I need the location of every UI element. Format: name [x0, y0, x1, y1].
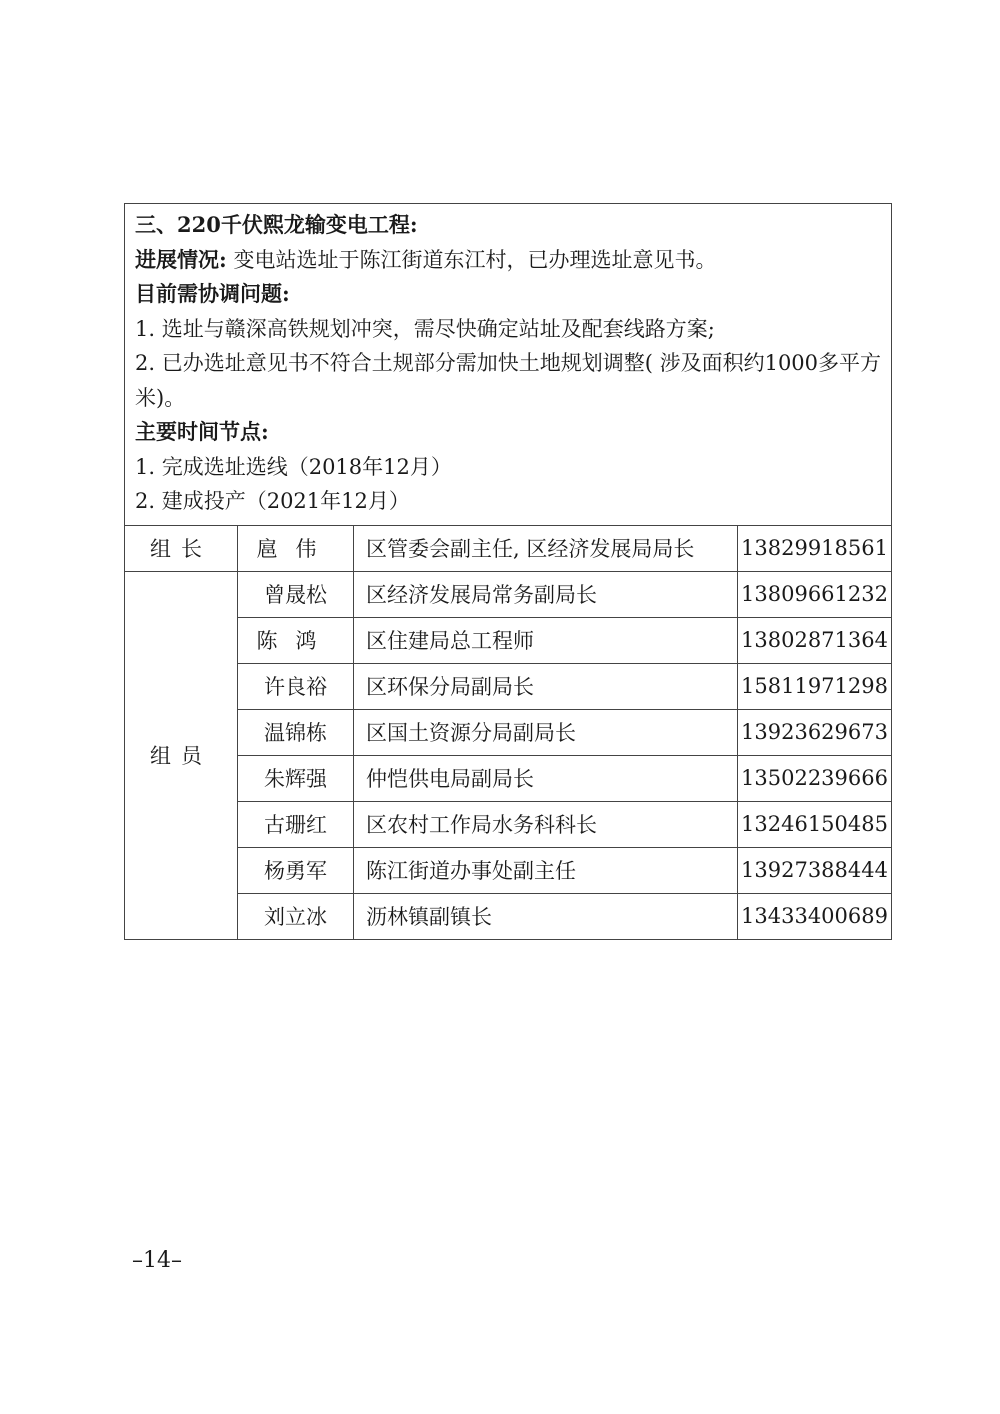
member-position: 区国土资源分局副局长: [354, 709, 738, 755]
member-name: 古珊红: [238, 801, 354, 847]
member-row: [125, 663, 892, 709]
member-name: 许良裕: [238, 663, 354, 709]
progress-text: 变电站选址于陈江街道东江村，已办理选址意见书。: [233, 247, 717, 272]
member-position: 沥林镇副镇长: [354, 893, 738, 939]
member-phone: 13802871364: [738, 617, 892, 663]
member-phone: 13927388444: [738, 847, 892, 893]
member-position: 区住建局总工程师: [354, 617, 738, 663]
issues-label: 目前需协调问题:: [135, 281, 290, 306]
progress-line: [135, 243, 883, 278]
page-number: –14–: [132, 1248, 182, 1273]
member-row: [125, 617, 892, 663]
milestones-label: 主要时间节点:: [135, 419, 269, 444]
leader-phone: 13829918561: [738, 525, 892, 571]
member-phone: 13433400689: [738, 893, 892, 939]
member-name: 杨勇军: [238, 847, 354, 893]
member-phone: 15811971298: [738, 663, 892, 709]
members-role: 组员: [125, 571, 238, 939]
member-position: 陈江街道办事处副主任: [354, 847, 738, 893]
member-phone: 13923629673: [738, 709, 892, 755]
leader-role: 组长: [125, 525, 238, 571]
project-info-cell: [125, 204, 892, 526]
milestone-item: 1. 完成选址选线（2018年12月）: [135, 454, 452, 479]
member-name: 曾晟松: [238, 571, 354, 617]
progress-label: 进展情况:: [135, 246, 227, 272]
member-position: 仲恺供电局副局长: [354, 755, 738, 801]
issue-item: 2. 已办选址意见书不符合土规部分需加快土地规划调整( 涉及面积约1000多平方米)。: [135, 351, 882, 410]
member-position: 区经济发展局常务副局长: [354, 571, 738, 617]
leader-name: 扈伟: [238, 525, 354, 571]
member-name: 温锦栋: [238, 709, 354, 755]
issue-item: 1. 选址与赣深高铁规划冲突，需尽快确定站址及配套线路方案;: [135, 316, 715, 341]
milestone-item: 2. 建成投产（2021年12月）: [135, 489, 410, 513]
project-title: 三、220千伏熙龙输变电工程:: [135, 212, 418, 237]
member-row: [125, 755, 892, 801]
member-row: [125, 571, 892, 617]
member-name: 刘立冰: [238, 893, 354, 939]
member-position: 区环保分局副局长: [354, 663, 738, 709]
member-row: [125, 893, 892, 939]
member-row: [125, 847, 892, 893]
member-row: [125, 709, 892, 755]
project-table: [124, 203, 892, 940]
leader-row: [125, 525, 892, 571]
leader-position: 区管委会副主任, 区经济发展局局长: [354, 525, 738, 571]
member-name: 朱辉强: [238, 755, 354, 801]
member-phone: 13502239666: [738, 755, 892, 801]
member-position: 区农村工作局水务科科长: [354, 801, 738, 847]
member-phone: 13809661232: [738, 571, 892, 617]
member-row: [125, 801, 892, 847]
member-phone: 13246150485: [738, 801, 892, 847]
member-name: 陈鸿: [238, 617, 354, 663]
